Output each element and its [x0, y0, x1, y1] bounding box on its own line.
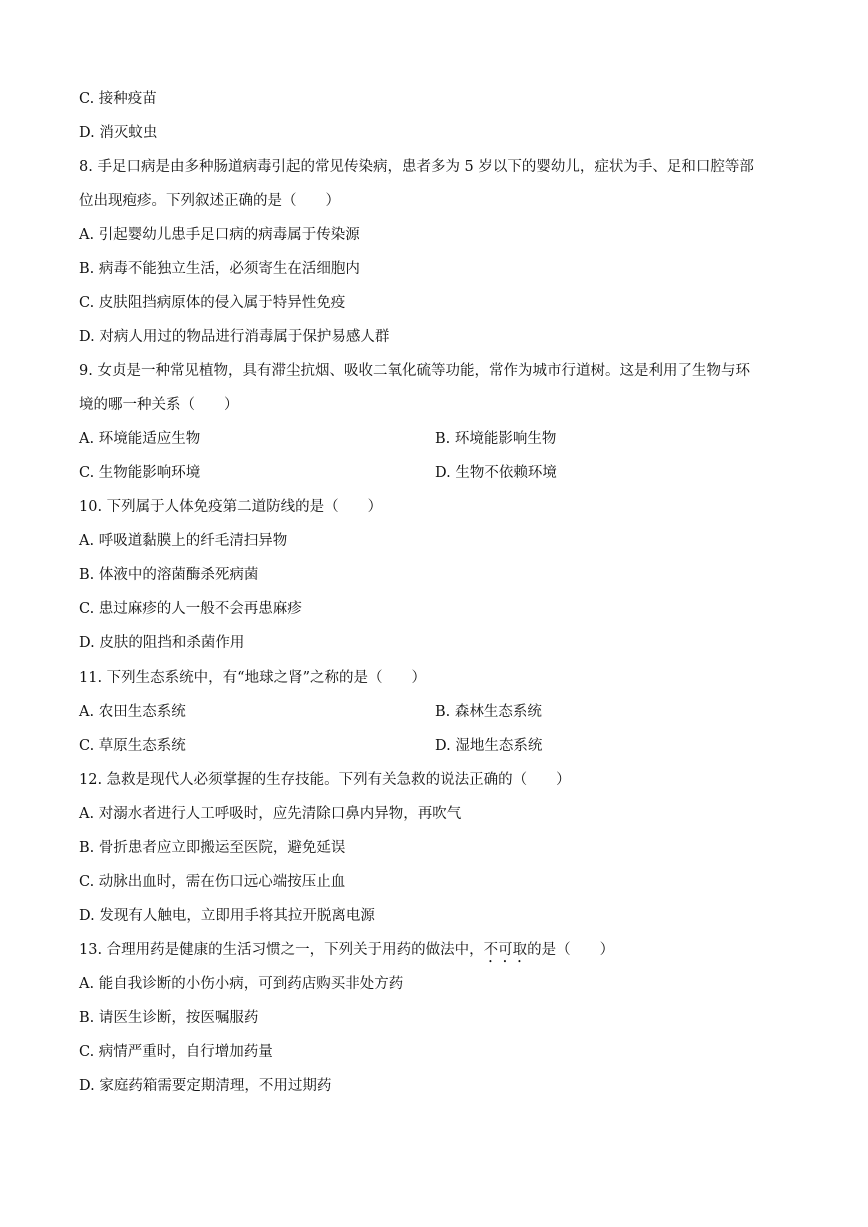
q11-option-b: B. 森林生态系统 — [435, 704, 542, 720]
q9-option-a: A. 环境能适应生物 — [79, 431, 201, 447]
q13-option-d: D. 家庭药箱需要定期清理，不用过期药 — [79, 1078, 332, 1094]
q7-option-d: D. 消灭蚊虫 — [79, 125, 158, 141]
q11-option-c: C. 草原生态系统 — [79, 738, 186, 754]
q13-stem-pre: 13. 合理用药是健康的生活习惯之一，下列关于用药的做法中， — [79, 942, 484, 958]
q11-option-a: A. 农田生态系统 — [79, 704, 186, 720]
q12-option-a: A. 对溺水者进行人工呼吸时，应先清除口鼻内异物，再吹气 — [79, 806, 462, 822]
q9-stem-line1: 9. 女贞是一种常见植物，具有滞尘抗烟、吸收二氧化硫等功能，常作为城市行道树。这是利用了生物与环 — [79, 363, 750, 379]
q10-option-b: B. 体液中的溶菌酶杀死病菌 — [79, 567, 259, 583]
q10-option-c: C. 患过麻疹的人一般不会再患麻疹 — [79, 601, 302, 617]
q13-stem-post: 的是（ ） — [527, 942, 615, 958]
q12-option-b: B. 骨折患者应立即搬运至医院，避免延误 — [79, 840, 346, 856]
q9-option-c: C. 生物能影响环境 — [79, 465, 201, 481]
q10-option-d: D. 皮肤的阻挡和杀菌作用 — [79, 635, 245, 651]
q7-option-c: C. 接种疫苗 — [79, 91, 157, 107]
q9-option-d: D. 生物不依赖环境 — [435, 465, 557, 481]
q13-stem-emphasis: 不可取 — [483, 942, 528, 958]
q13-option-a: A. 能自我诊断的小伤小病，可到药店购买非处方药 — [79, 976, 404, 992]
q13-option-b: B. 请医生诊断，按医嘱服药 — [79, 1010, 259, 1026]
q8-stem-line2: 位出现疱疹。下列叙述正确的是（ ） — [79, 193, 340, 209]
q11-stem: 11. 下列生态系统中，有“地球之肾”之称的是（ ） — [79, 670, 426, 686]
q13-stem — [79, 940, 789, 966]
q9-option-b: B. 环境能影响生物 — [435, 431, 557, 447]
q12-option-c: C. 动脉出血时，需在伤口远心端按压止血 — [79, 874, 346, 890]
q10-option-a: A. 呼吸道黏膜上的纤毛清扫异物 — [79, 533, 288, 549]
q8-option-d: D. 对病人用过的物品进行消毒属于保护易感人群 — [79, 329, 390, 345]
q12-option-d: D. 发现有人触电，立即用手将其拉开脱离电源 — [79, 908, 375, 924]
q8-stem-line1: 8. 手足口病是由多种肠道病毒引起的常见传染病，患者多为 5 岁以下的婴幼儿，症状为手、足和口腔等部 — [79, 159, 754, 175]
q13-option-c: C. 病情严重时，自行增加药量 — [79, 1044, 273, 1060]
q8-option-a: A. 引起婴幼儿患手足口病的病毒属于传染源 — [79, 227, 360, 243]
q10-stem: 10. 下列属于人体免疫第二道防线的是（ ） — [79, 499, 383, 515]
q8-option-c: C. 皮肤阻挡病原体的侵入属于特异性免疫 — [79, 295, 346, 311]
q12-stem: 12. 急救是现代人必须掌握的生存技能。下列有关急救的说法正确的（ ） — [79, 772, 571, 788]
q8-option-b: B. 病毒不能独立生活，必须寄生在活细胞内 — [79, 261, 360, 277]
q9-stem-line2: 境的哪一种关系（ ） — [79, 397, 239, 413]
q11-option-d: D. 湿地生态系统 — [435, 738, 543, 754]
